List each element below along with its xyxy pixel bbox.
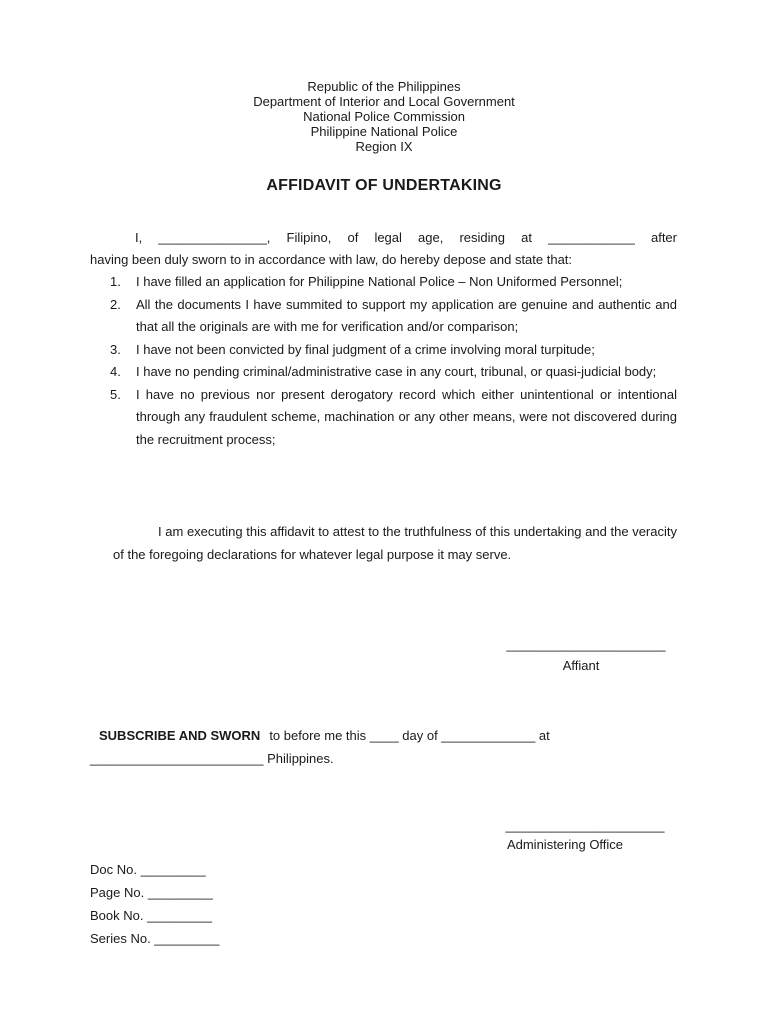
administering-signature-line: ______________________ [505, 818, 665, 833]
item-number: 3. [110, 341, 121, 357]
item-number: 5. [110, 386, 121, 402]
subscribe-line-2: ________________________ Philippines. [90, 751, 334, 766]
page-number: Page No. _________ [90, 885, 213, 900]
intro-paragraph [90, 227, 677, 271]
header-commission: National Police Commission [303, 109, 465, 124]
document-header [0, 79, 768, 154]
intro-line-2: having been duly sworn to in accordance with law, do hereby depose and state that: [90, 252, 573, 267]
item-number: 4. [110, 364, 121, 379]
declaration-list [110, 271, 677, 451]
item-text: I have no pending criminal/administrative case in any court, tribunal, or quasi-judicial body; [136, 364, 657, 379]
header-pnp: Philippine National Police [310, 124, 458, 139]
subscribe-text: to before me this ____ day of _____________ at [269, 728, 550, 743]
affiant-signature-line: ______________________ [506, 637, 666, 652]
declaration-item [110, 294, 677, 339]
declaration-item [110, 384, 677, 452]
item-text: I have filled an application for Philippine National Police – Non Uniformed Personnel; [136, 274, 623, 289]
item-text: I have no previous nor present derogatory record which either unintentional or intentional through any fraudulent scheme, machination or any other means, were not discovered during the recruitment process; [136, 386, 677, 447]
subscribe-heading: SUBSCRIBE AND SWORN [99, 728, 261, 743]
declaration-item [110, 339, 677, 362]
item-number: 1. [110, 274, 121, 289]
notarial-details [90, 858, 219, 950]
document-title: AFFIDAVIT OF UNDERTAKING [266, 177, 502, 194]
item-text: I have not been convicted by final judgment of a crime involving moral turpitude; [136, 341, 595, 357]
header-region: Region IX [355, 139, 413, 154]
item-text: All the documents I have summited to support my application are genuine and authentic and that all the originals are with me for verification and/or comparison; [136, 296, 677, 334]
declaration-item [110, 361, 677, 384]
subscribe-section [90, 724, 690, 770]
header-republic: Republic of the Philippines [307, 79, 461, 94]
intro-line-1: I, _______________, Filipino, of legal age, residing at ____________ after [135, 230, 677, 245]
affiant-label: Affiant [562, 658, 600, 673]
subscribe-line-1 [90, 724, 690, 747]
item-number: 2. [110, 296, 121, 312]
book-number: Book No. _________ [90, 908, 213, 923]
header-department: Department of Interior and Local Government [253, 94, 515, 109]
administering-office-label: Administering Office [506, 837, 624, 852]
declaration-item [110, 271, 677, 294]
series-number: Series No. _________ [90, 931, 220, 946]
doc-number: Doc No. _________ [90, 862, 206, 877]
closing-paragraph: I am executing this affidavit to attest to the truthfulness of this undertaking and the veracity of the foregoing declarations for whatever legal purpose it may serve. [113, 524, 677, 562]
